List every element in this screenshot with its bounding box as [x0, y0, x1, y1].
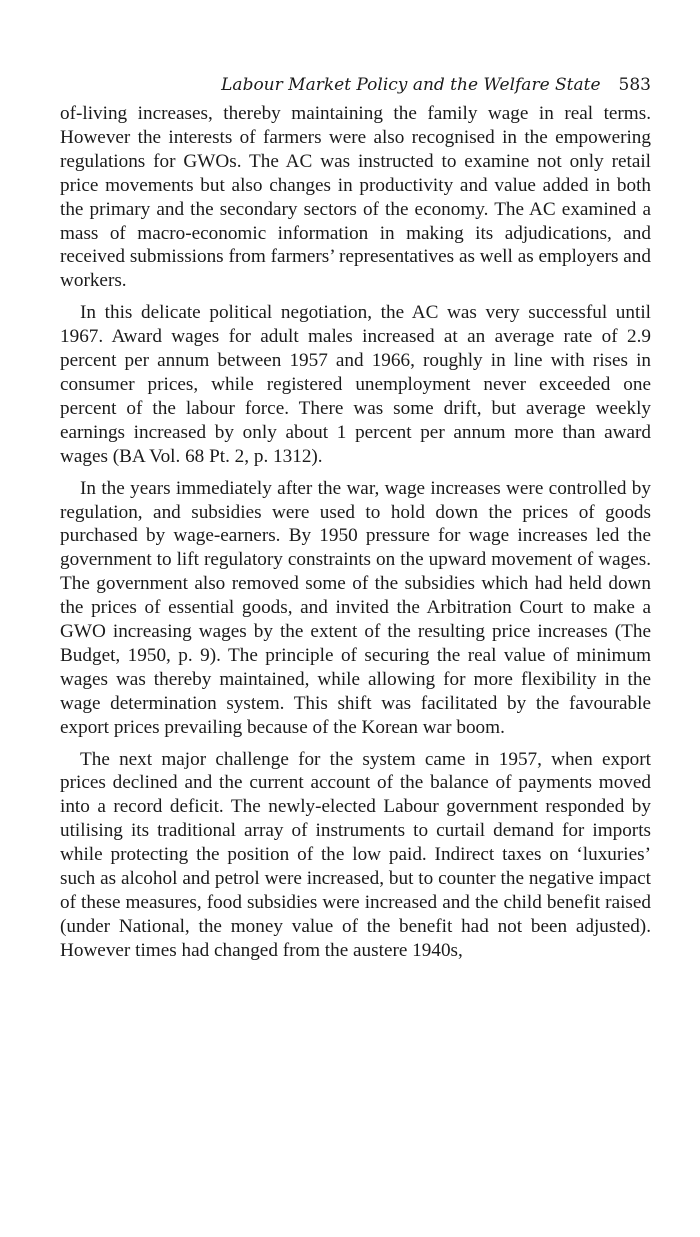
paragraph-continued: of-living increases, thereby maintaining the family wage in real terms. However the interests of farmers were also recognised in the empowering regulations for GWOs. The AC was instructed to examine not only retail price movements but also changes in productivity and value added in both the primary and the secondary sectors of the economy. The AC examined a mass of macro-economic information in making its adjudications, and received submissions from farmers’ representatives as well as employers and workers. [60, 103, 651, 292]
paragraph: In this delicate political negotiation, the AC was very successful until 1967. Award wages for adult males increased at an average rate of 2.9 percent per annum between 1957 and 1966, roughly in line with rises in consumer prices, while registered unemployment never exceeded one percent of the labour force. There was some drift, but average weekly earnings increased by only about 1 percent per annum more than award wages (BA Vol. 68 Pt. 2, p. 1312). [60, 302, 651, 467]
paragraph: The next major challenge for the system came in 1957, when export prices declined and the current account of the balance of payments moved into a record deficit. The newly-elected Labour government responded by utilising its traditional array of instruments to curtail demand for imports while protecting the position of the low paid. Indirect taxes on ‘luxuries’ such as alcohol and petrol were increased, but to counter the negative impact of these measures, food subsidies were increased and the child benefit raised (under National, the money value of the benefit had not been adjusted). However times had changed from the austere 1940s, [60, 748, 651, 961]
running-title: Labour Market Policy and the Welfare State [221, 75, 601, 95]
body-text [60, 102, 651, 963]
paragraph: In the years immediately after the war, wage increases were controlled by regulation, and subsidies were used to hold down the prices of goods purchased by wage-earners. By 1950 pressure for wage increases led the government to lift regulatory constraints on the upward movement of wages. The government also removed some of the subsidies which had held down the prices of essential goods, and invited the Arbitration Court to make a GWO increasing wages by the extent of the resulting price increases (The Budget, 1950, p. 9). The principle of securing the real value of minimum wages was thereby maintained, while allowing for more flexibility in the wage determination system. This shift was facilitated by the favourable export prices prevailing because of the Korean war boom. [60, 477, 651, 738]
book-page [60, 72, 651, 971]
running-header [60, 72, 651, 98]
page-number: 583 [618, 75, 651, 95]
